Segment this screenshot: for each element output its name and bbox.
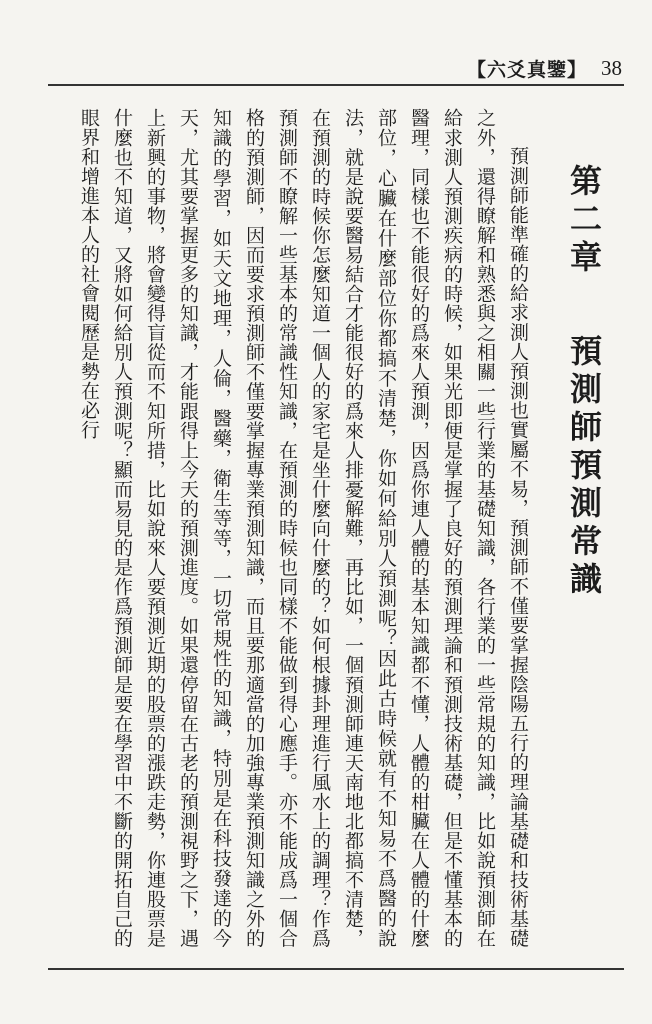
page-number: 38 [601, 55, 622, 80]
chapter-number: 第二章 [565, 164, 603, 278]
body-text [72, 108, 534, 948]
page-body [78, 108, 604, 948]
chapter-heading [564, 164, 604, 948]
book-title: 【六爻真鑒】 [466, 58, 587, 81]
paragraph: 預測師能準確的給求測人預測也實屬不易，預測師不僅要掌握陰陽五行的理論基礎和技術基礎之外，還得瞭解和熟悉與之相關一些行業的基礎知識，各行業的一些常規的知識，比如說預測師在給求測人預測疾病的時候，如果光即便是掌握了良好的預測理論和預測技術基礎，但是不懂基本的醫理，同樣也不能很好的爲來人預測，因爲你連人體的基本知識都不懂，人體的柑臟在人體的什麼部位，心臟在什麼部位你都搞不清楚，你如何給別人預測呢？因此古時候就有不知易不爲醫的說法，就是說要醫易結合才能很好的爲來人排憂解難，再比如，一個預測師連天南地北都搞不清楚，在預測的時候你怎麼知道一個人的家宅是坐什麼向什麼的？如何根據卦理進行風水上的調理？作爲預測師不瞭解一些基本的常識性知識，在預測的時候也同樣不能做到得心應手。亦不能成爲一個合格的預測師，因而要求預測師不僅要掌握專業預測知識，而且要那適當的加強專業預測知識之外的知識的學習，如天文地理，人倫，醫藥，衛生等等，一切常規性的知識，特別是在科技發達的今天，尤其要掌握更多的知識，才能跟得上今天的預測進度。如果還停留在古老的預測視野之下，遇上新興的事物，將會變得盲從而不知所措，比如說來人要預測近期的股票的漲跌走勢，你連股票是什麼也不知道，又將如何給別人預測呢？顯而易見的是作爲預測師是要在學習中不斷的開拓自己的眼界和增進本人的社會閱歷是勢在必行 [78, 108, 529, 948]
footer-rule [48, 968, 624, 970]
chapter-title: 預測師預測常識 [565, 334, 603, 600]
header-rule [48, 84, 624, 86]
running-header [467, 52, 622, 84]
